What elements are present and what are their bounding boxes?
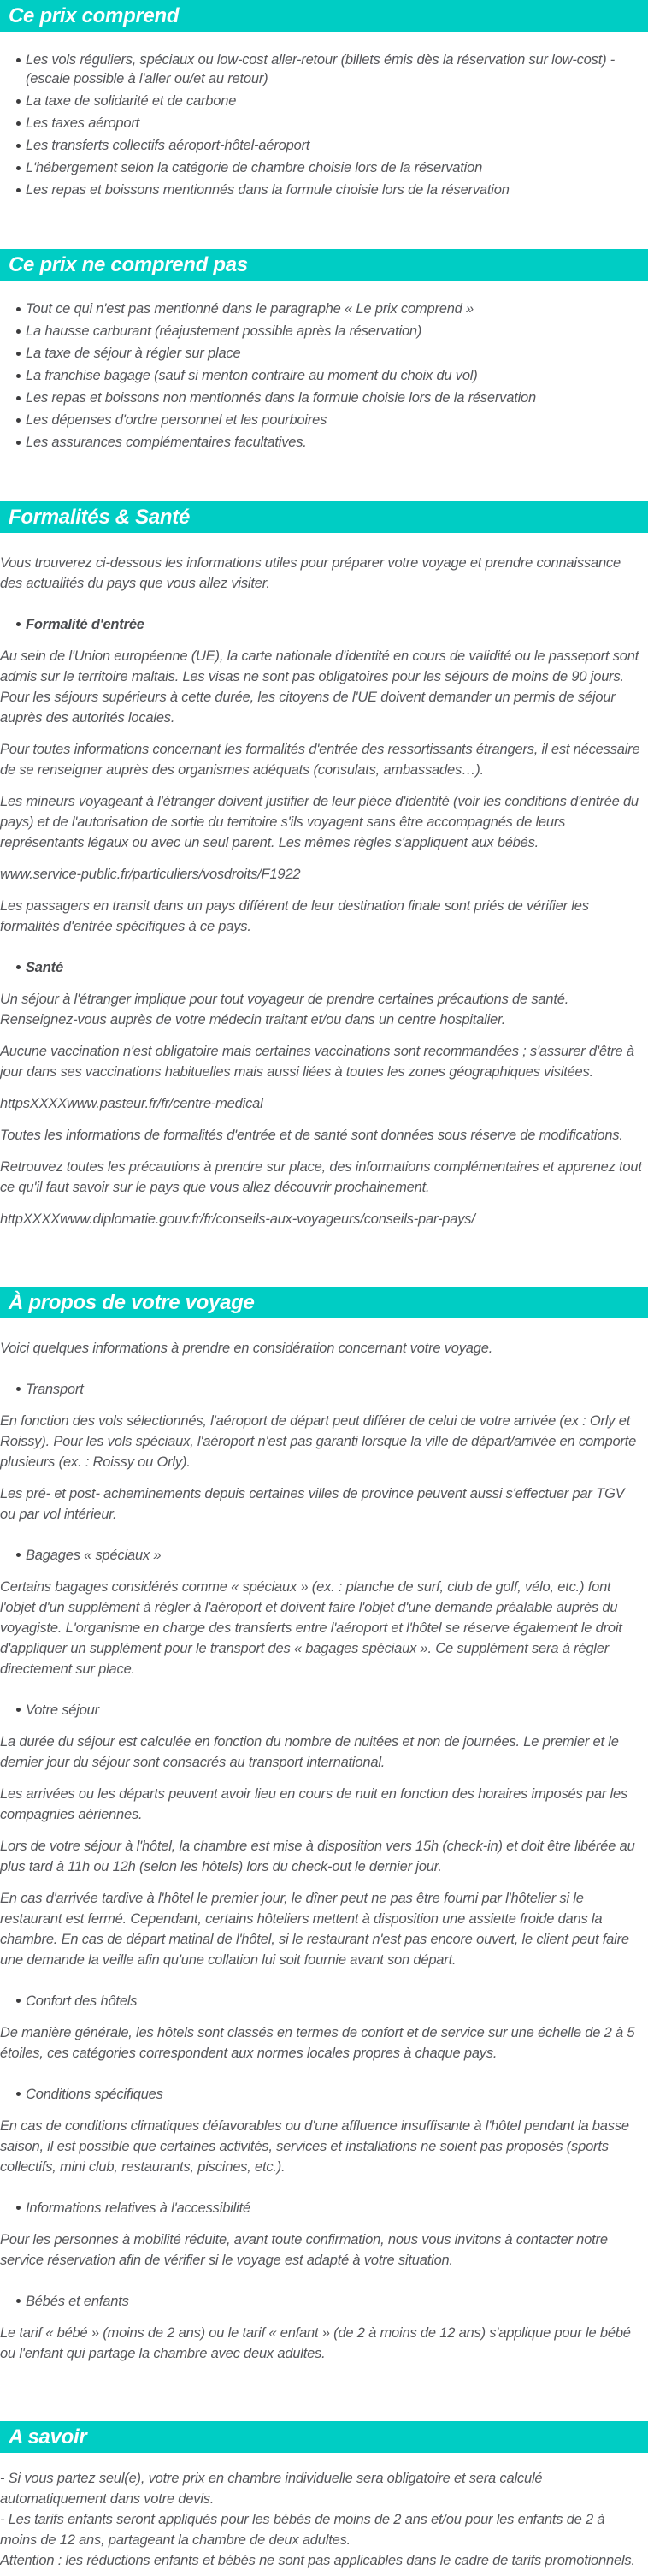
bullet-text: Les taxes aéroport [26, 115, 140, 131]
bullet-icon [16, 418, 21, 423]
bullet-text: La taxe de séjour à régler sur place [26, 346, 241, 361]
paragraph: La durée du séjour est calculée en fonction du nombre de nuitées et non de journées. Le premier et le dernier jour du séjour sont consacrés au transport international. [0, 1734, 619, 1770]
list-item [0, 344, 643, 363]
section-body [0, 32, 648, 208]
list-item [0, 136, 643, 155]
bullet-text: Les dépenses d'ordre personnel et les pourboires [26, 412, 327, 428]
section-body [0, 533, 648, 1246]
list-item [0, 50, 643, 88]
bullet-icon [16, 99, 21, 104]
bullet-text: Transport [26, 1382, 84, 1397]
bullet-icon [16, 965, 21, 969]
section-about-your-trip [0, 1287, 648, 2380]
bullet-text: Informations relatives à l'accessibilité [26, 2200, 250, 2216]
bullet-heading [0, 2084, 643, 2105]
bullet-heading [0, 614, 643, 635]
url-text: httpXXXXwww.diplomatie.gouv.fr/fr/conseils-aux-voyageurs/conseils-par-pays/ [0, 1211, 475, 1227]
section-header-about-your-trip [0, 1287, 648, 1318]
paragraph: Aucune vaccination n'est obligatoire mais certaines vaccinations sont recommandées ; s'assurer d'être à jour dans ses vaccinations habituelles mais aussi liées à toutes les zones géographiques visitées. [0, 1044, 634, 1080]
paragraph: Les pré- et post- acheminements depuis certaines villes de province peuvent aussi s'effectuer par TGV ou par vol intérieur. [0, 1486, 625, 1522]
section-formalities-health [0, 501, 648, 1246]
bullet-heading [0, 957, 643, 978]
bullet-text: Les repas et boissons non mentionnés dans la formule choisie lors de la réservation [26, 390, 536, 406]
list-item [0, 158, 643, 177]
bullet-text: Bébés et enfants [26, 2294, 129, 2309]
paragraph: Retrouvez toutes les précautions à prendre sur place, des informations complémentaires et apprenez tout ce qu'il faut savoir sur le pays que vous allez découvrir prochainement. [0, 1159, 642, 1195]
bullet-icon [16, 622, 21, 626]
paragraph: Au sein de l'Union européenne (UE), la carte nationale d'identité en cours de validité ou le passeport sont admis sur le territoire maltais. Les visas ne sont pas obligatoires pour les séjours de moins de 90 jours. Pour les séjours supérieurs à cette durée, les citoyens de l'UE doivent demander un permis de séjour auprès des autorités locales. [0, 648, 639, 725]
section-title: Formalités & Santé [9, 505, 190, 529]
bullet-text: La hausse carburant (réajustement possible après la réservation) [26, 323, 422, 339]
paragraph: Lors de votre séjour à l'hôtel, la chambre est mise à disposition vers 15h (check-in) et doit être libérée au plus tard à 11h ou 12h (selon les hôtels) lors du check-out le dernier jour. [0, 1839, 635, 1874]
url-text: httpsXXXXwww.pasteur.fr/fr/centre-medical [0, 1096, 263, 1111]
section-title: Ce prix comprend [9, 3, 180, 27]
bullet-icon [16, 396, 21, 400]
bullet-text: Les repas et boissons mentionnés dans la formule choisie lors de la réservation [26, 182, 510, 198]
bullet-icon [16, 2206, 21, 2210]
section-title: A savoir [9, 2425, 87, 2449]
bullet-text: Santé [26, 960, 63, 975]
bullet-heading [0, 2291, 643, 2312]
bullet-icon [16, 1999, 21, 2003]
list-item [0, 411, 643, 429]
list-item [0, 433, 643, 452]
bullet-icon [16, 1387, 21, 1391]
list-item [0, 181, 643, 199]
bullet-heading [0, 1991, 643, 2011]
bullet-icon [16, 441, 21, 445]
bullet-text: Formalité d'entrée [26, 617, 144, 632]
bullet-heading [0, 2198, 643, 2218]
paragraph: Les passagers en transit dans un pays différent de leur destination finale sont priés de vérifier les formalités d'entrée spécifiques à ce pays. [0, 898, 589, 934]
list-item [0, 299, 643, 318]
bullet-icon [16, 329, 21, 334]
bullet-icon [16, 121, 21, 126]
paragraph: Pour les personnes à mobilité réduite, avant toute confirmation, nous vous invitons à contacter notre service réservation afin de vérifier si le voyage est adapté à votre situation. [0, 2232, 608, 2268]
paragraph: Le tarif « bébé » (moins de 2 ans) ou le tarif « enfant » (de 2 à moins de 12 ans) s'applique pour le bébé ou l'enfant qui partage la chambre avec deux adultes. [0, 2325, 631, 2361]
paragraph: Certains bagages considérés comme « spéciaux » (ex. : planche de surf, club de golf, vélo, etc.) font l'objet d'un supplément à régler à l'aéroport et doivent faire l'objet d'une demande préalable auprès du voyagiste. L'organisme en charge des transferts entre l'aéroport et l'hôtel se réserve également le droit d'appliquer un supplément pour le transport des « bagages spéciaux ». Ce supplément sera à régler directement sur place. [0, 1579, 622, 1677]
list-item [0, 322, 643, 341]
section-price-includes [0, 0, 648, 208]
paragraph: Les arrivées ou les départs peuvent avoir lieu en cours de nuit en fonction des horaires imposés par les compagnies aériennes. [0, 1786, 628, 1822]
list-item [0, 114, 643, 133]
paragraph: - Si vous partez seul(e), votre prix en chambre individuelle sera obligatoire et sera calculé automatiquement dans votre devis. [0, 2471, 543, 2507]
section-header-price-includes [0, 0, 648, 32]
paragraph: - Les tarifs enfants seront appliqués pour les bébés de moins de 2 ans et/ou pour les enfants de 2 à moins de 12 ans, partageant la chambre de deux adultes. [0, 2512, 605, 2548]
bullet-icon [16, 2092, 21, 2096]
paragraph: Toutes les informations de formalités d'entrée et de santé sont données sous réserve de modifications. [0, 1128, 623, 1143]
section-header-formalities-health [0, 501, 648, 533]
url-text: www.service-public.fr/particuliers/vosdroits/F1922 [0, 867, 301, 882]
bullet-text: La taxe de solidarité et de carbone [26, 93, 237, 109]
bullet-text: Les vols réguliers, spéciaux ou low-cost aller-retour (billets émis dès la réservation sur low-cost) - (escale possible à l'aller ou/et au retour) [26, 52, 616, 86]
bullet-heading [0, 1700, 643, 1720]
paragraph: Les mineurs voyageant à l'étranger doivent justifier de leur pièce d'identité (voir les conditions d'entrée du pays) et de l'autorisation de sortie du territoire s'ils voyagent sans être accompagnés de leurs représentants légaux ou avec un seul parent. Les mêmes règles s'appliquent aux bébés. [0, 794, 639, 850]
section-body [0, 1318, 648, 2380]
bullet-text: Les transferts collectifs aéroport-hôtel-aéroport [26, 138, 310, 153]
paragraph: De manière générale, les hôtels sont classés en termes de confort et de service sur une échelle de 2 à 5 étoiles, ces catégories correspondent aux normes locales propres à chaque pays. [0, 2025, 635, 2061]
paragraph: Pour toutes informations concernant les formalités d'entrée des ressortissants étrangers, il est nécessaire de se renseigner auprès des organismes adéquats (consulats, ambassades…). [0, 742, 640, 778]
bullet-text: Bagages « spéciaux » [26, 1548, 162, 1563]
bullet-text: La franchise bagage (sauf si menton contraire au moment du choix du vol) [26, 368, 478, 383]
bullet-icon [16, 352, 21, 356]
bullet-text: Confort des hôtels [26, 1993, 138, 2009]
bullet-icon [16, 1553, 21, 1557]
section-title: Ce prix ne comprend pas [9, 252, 248, 276]
bullet-icon [16, 144, 21, 148]
paragraph: Voici quelques informations à prendre en considération concernant votre voyage. [0, 1341, 493, 1356]
bullet-text: Tout ce qui n'est pas mentionné dans le paragraphe « Le prix comprend » [26, 301, 474, 317]
bullet-heading [0, 1545, 643, 1566]
section-body [0, 281, 648, 460]
bullet-heading [0, 1379, 643, 1400]
paragraph: Un séjour à l'étranger implique pour tout voyageur de prendre certaines précautions de santé. Renseignez-vous auprès de votre médecin traitant et/ou dans un centre hospitalier. [0, 992, 569, 1027]
bullet-icon [16, 1708, 21, 1712]
section-to-know [0, 2421, 648, 2576]
paragraph: En fonction des vols sélectionnés, l'aéroport de départ peut différer de celui de votre arrivée (ex : Orly et Roissy). Pour les vols spéciaux, l'aéroport n'est pas garanti lorsque la ville de départ/arrivée en comporte plusieurs (ex. : Roissy ou Orly). [0, 1413, 637, 1470]
section-title: À propos de votre voyage [9, 1290, 255, 1314]
list-item [0, 366, 643, 385]
paragraph: Vous trouverez ci-dessous les informations utiles pour préparer votre voyage et prendre connaissance des actualités du pays que vous allez visiter. [0, 555, 621, 591]
bullet-icon [16, 58, 21, 62]
list-item [0, 92, 643, 110]
paragraph: Attention : les réductions enfants et bébés ne sont pas applicables dans le cadre de tarifs promotionnels. [0, 2553, 635, 2568]
bullet-icon [16, 166, 21, 170]
bullet-icon [16, 374, 21, 378]
section-header-price-excludes [0, 249, 648, 281]
list-item [0, 388, 643, 407]
section-price-excludes [0, 249, 648, 460]
bullet-icon [16, 2299, 21, 2303]
bullet-text: Conditions spécifiques [26, 2087, 163, 2102]
bullet-text: Les assurances complémentaires facultatives. [26, 435, 307, 450]
bullet-text: L'hébergement selon la catégorie de chambre choisie lors de la réservation [26, 160, 483, 175]
paragraph: En cas de conditions climatiques défavorables ou d'une affluence insuffisante à l'hôtel pendant la basse saison, il est possible que certaines activités, services et installations ne soient pas proposés (sports collectifs, mini club, restaurants, piscines, etc.). [0, 2118, 629, 2175]
section-body [0, 2453, 648, 2576]
paragraph: En cas d'arrivée tardive à l'hôtel le premier jour, le dîner peut ne pas être fourni par l'hôtelier si le restaurant est fermé. Cependant, certains hôteliers mettent à disposition une assiette froide dans la chambre. En cas de départ matinal de l'hôtel, si le restaurant n'est pas encore ouvert, le client peut faire une demande la veille afin qu'une collation lui soit fournie avant son départ. [0, 1891, 629, 1968]
bullet-icon [16, 188, 21, 192]
bullet-icon [16, 307, 21, 311]
bullet-text: Votre séjour [26, 1703, 99, 1718]
